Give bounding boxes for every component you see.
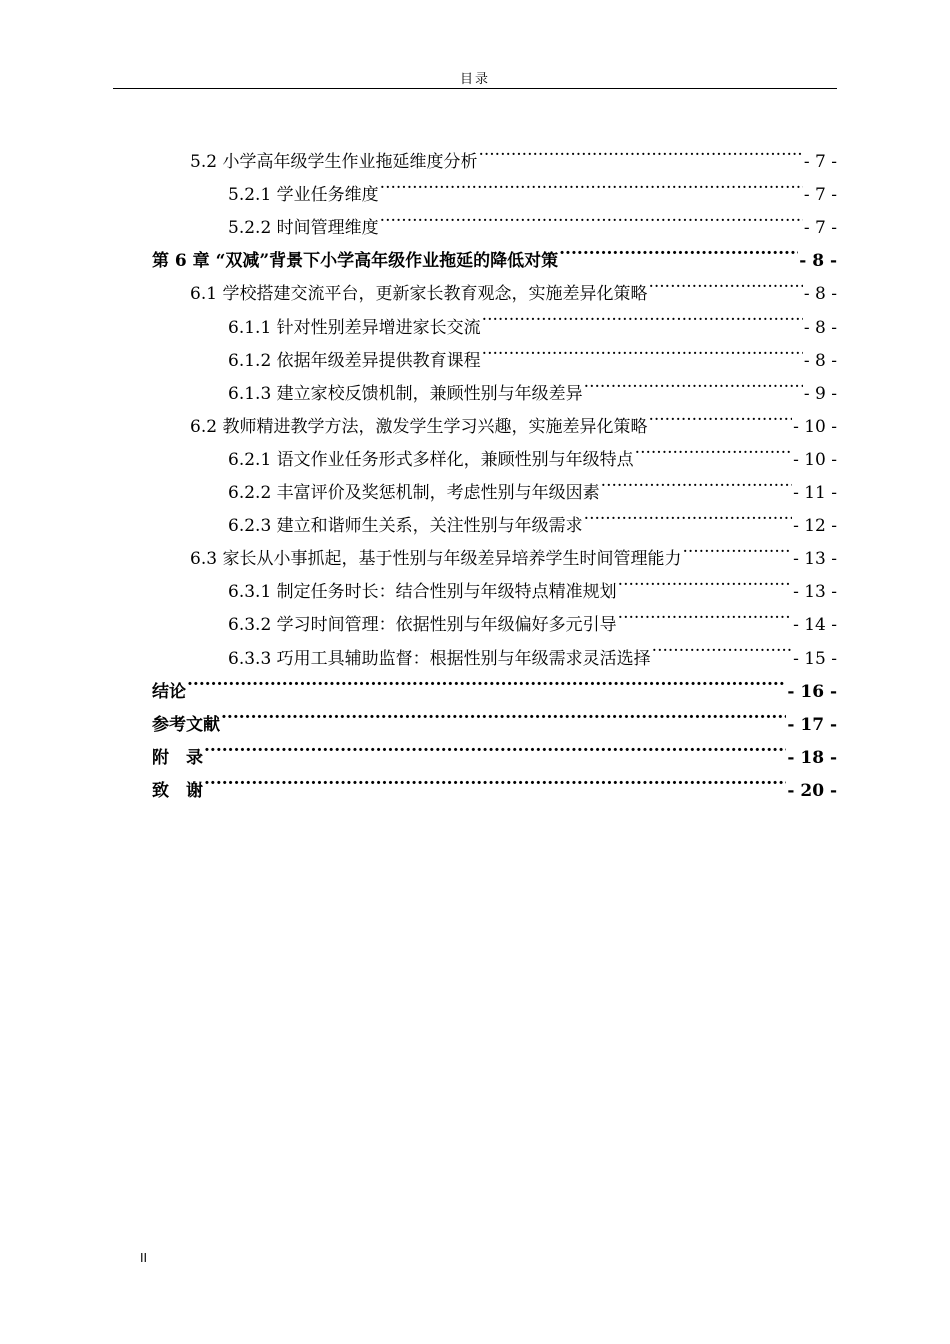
toc-entry-page: - 7 - bbox=[803, 185, 837, 206]
toc-entry-title: 6.2 教师精进教学方法，激发学生学习兴趣，实施差异化策略 bbox=[190, 416, 648, 437]
toc-dot-leader bbox=[652, 630, 792, 663]
toc-dot-leader bbox=[187, 664, 786, 697]
toc-entry-title: 6.2.3 建立和谐师生关系，关注性别与年级需求 bbox=[228, 516, 583, 537]
toc-entry-title: 第 6 章 “双减”背景下小学高年级作业拖延的降低对策 bbox=[152, 251, 559, 272]
toc-entry-page: - 17 - bbox=[787, 714, 837, 735]
toc-entry-page: - 7 - bbox=[803, 152, 837, 173]
toc-dot-leader bbox=[618, 597, 792, 630]
toc-dot-leader bbox=[204, 730, 786, 763]
toc-entry-page: - 10 - bbox=[793, 416, 837, 437]
toc-entry-title: 6.2.1 语文作业任务形式多样化，兼顾性别与年级特点 bbox=[228, 449, 634, 470]
toc-dot-leader bbox=[648, 399, 792, 432]
page-number-mark: II bbox=[140, 1251, 148, 1265]
toc-entry[interactable] bbox=[152, 134, 837, 173]
toc-entry-title: 致 谢 bbox=[152, 780, 203, 801]
toc-entry-title: 6.3.1 制定任务时长：结合性别与年级特点精准规划 bbox=[228, 582, 617, 603]
toc-dot-leader bbox=[478, 134, 802, 167]
toc-dot-leader bbox=[682, 531, 792, 564]
toc-entry-page: - 20 - bbox=[787, 780, 837, 801]
toc-entry-page: - 8 - bbox=[803, 284, 837, 305]
toc-entry-title: 6.3.2 学习时间管理：依据性别与年级偏好多元引导 bbox=[228, 615, 617, 636]
toc-entry-page: - 7 - bbox=[803, 218, 837, 239]
toc-dot-leader bbox=[648, 266, 802, 299]
toc-dot-leader bbox=[618, 564, 792, 597]
toc-entry-page: - 8 - bbox=[803, 317, 837, 338]
toc-entry-page: - 9 - bbox=[803, 383, 837, 404]
toc-entry-page: - 14 - bbox=[793, 615, 837, 636]
toc-dot-leader bbox=[204, 763, 786, 796]
toc-entry-page: - 11 - bbox=[793, 483, 837, 504]
toc-dot-leader bbox=[380, 167, 803, 200]
toc-entry-page: - 18 - bbox=[787, 747, 837, 768]
toc-entry-page: - 13 - bbox=[793, 549, 837, 570]
toc-entry-title: 6.3 家长从小事抓起，基于性别与年级差异培养学生时间管理能力 bbox=[190, 549, 682, 570]
toc-entry-page: - 10 - bbox=[793, 449, 837, 470]
toc-entry-chapter[interactable] bbox=[152, 664, 837, 702]
toc-dot-leader bbox=[559, 233, 798, 266]
toc-entry-chapter[interactable] bbox=[152, 763, 837, 801]
toc-entry-chapter[interactable] bbox=[152, 730, 837, 768]
toc-entry-page: - 8 - bbox=[803, 350, 837, 371]
toc-dot-leader bbox=[221, 697, 786, 730]
toc-dot-leader bbox=[584, 498, 792, 531]
toc-entry-title: 6.2.2 丰富评价及奖惩机制，考虑性别与年级因素 bbox=[228, 483, 600, 504]
toc-entry-page: - 16 - bbox=[787, 681, 837, 702]
toc-entry-title: 6.1 学校搭建交流平台，更新家长教育观念，实施差异化策略 bbox=[190, 284, 648, 305]
toc-dot-leader bbox=[584, 366, 803, 399]
toc-dot-leader bbox=[635, 432, 792, 465]
toc-dot-leader bbox=[601, 465, 792, 498]
toc-entry-chapter[interactable] bbox=[152, 697, 837, 735]
toc-dot-leader bbox=[380, 200, 803, 233]
toc-entry-title: 结论 bbox=[152, 681, 186, 702]
toc-entry-page: - 13 - bbox=[793, 582, 837, 603]
table-of-contents bbox=[152, 134, 837, 801]
toc-entry-title: 参考文献 bbox=[152, 714, 220, 735]
toc-entry-title: 6.1.1 针对性别差异增进家长交流 bbox=[228, 317, 481, 338]
toc-dot-leader bbox=[482, 333, 803, 366]
toc-entry-title: 5.2 小学高年级学生作业拖延维度分析 bbox=[190, 152, 478, 173]
toc-entry-title: 附 录 bbox=[152, 747, 203, 768]
page-header-title: 目录 bbox=[459, 72, 490, 87]
header-divider bbox=[113, 88, 837, 89]
toc-entry-title: 6.3.3 巧用工具辅助监督：根据性别与年级需求灵活选择 bbox=[228, 648, 651, 669]
toc-entry-title: 5.2.1 学业任务维度 bbox=[228, 185, 379, 206]
toc-entry-page: - 15 - bbox=[793, 648, 837, 669]
toc-entry-title: 5.2.2 时间管理维度 bbox=[228, 218, 379, 239]
toc-entry-title: 6.1.3 建立家校反馈机制，兼顾性别与年级差异 bbox=[228, 383, 583, 404]
toc-dot-leader bbox=[482, 299, 803, 332]
toc-entry-title: 6.1.2 依据年级差异提供教育课程 bbox=[228, 350, 481, 371]
toc-entry-page: - 8 - bbox=[799, 251, 837, 272]
toc-entry-page: - 12 - bbox=[793, 516, 837, 537]
